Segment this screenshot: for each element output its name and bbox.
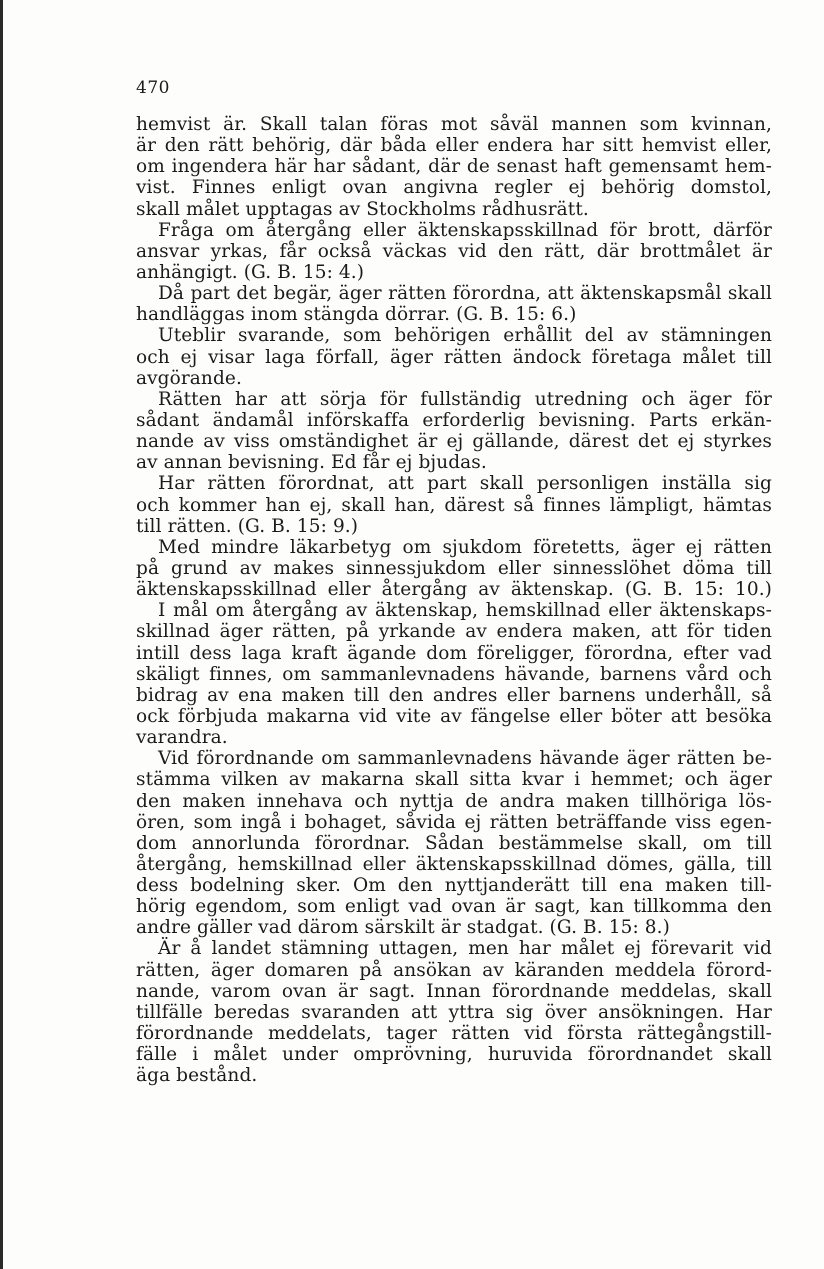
text-line: I mål om återgång av äktenskap, hemskillnad eller äktenskaps-	[158, 600, 772, 622]
text-line: skillnad äger rätten, på yrkande av endera maken, att för tiden	[136, 621, 772, 643]
text-line: nande, varom ovan är sagt. Innan förordnande meddelas, skall	[136, 980, 772, 1002]
text-line: tillfälle beredas svaranden att yttra sig över ansökningen. Har	[136, 1001, 772, 1023]
text-line: stämma vilken av makarna skall sitta kvar i hemmet; och äger	[136, 769, 772, 791]
text-line: Fråga om återgång eller äktenskapsskillnad för brott, därför	[158, 219, 772, 241]
text-line: av annan bevisning. Ed får ej bjudas.	[136, 452, 487, 474]
text-line: skall målet upptagas av Stockholms rådhusrätt.	[136, 198, 589, 220]
text-line: skäligt finnes, om sammanlevnadens hävande, barnens vård och	[136, 663, 772, 685]
text-line: ansvar yrkas, får också väckas vid den rätt, där brottmålet är	[136, 240, 772, 262]
text-line: dom annorlunda förordnar. Sådan bestämmelse skall, om till	[136, 832, 772, 854]
text-line: sådant ändamål införskaffa erforderlig bevisning. Parts erkän-	[136, 409, 772, 431]
text-line: och kommer han ej, skall han, därest så finnes lämpligt, hämtas	[136, 494, 772, 516]
text-line: andre gäller vad därom särskilt är stadgat. (G. B. 15: 8.)	[136, 917, 670, 939]
text-line: bidrag av ena maken till den andres eller barnens underhåll, så	[136, 684, 772, 706]
text-line: äktenskapsskillnad eller återgång av äktenskap. (G. B. 15: 10.)	[136, 579, 772, 601]
text-line: Är å landet stämning uttagen, men har målet ej förevarit vid	[158, 938, 772, 960]
text-line: Uteblir svarande, som behörigen erhållit del av stämningen	[158, 325, 772, 347]
body-text	[136, 114, 772, 1086]
text-line: ören, som ingå i bohaget, såvida ej rätten beträffande viss egen-	[136, 811, 772, 833]
text-line: Vid förordnande om sammanlevnadens hävande äger rätten be-	[158, 748, 772, 770]
text-line: och ej visar laga förfall, äger rätten ändock företaga målet till	[136, 346, 772, 368]
text-line: hörig egendom, som enligt vad ovan är sagt, kan tillkomma den	[136, 896, 772, 918]
page-number: 470	[136, 78, 170, 98]
text-line: vist. Finnes enligt ovan angivna regler ej behörig domstol,	[136, 177, 772, 199]
text-line: är den rätt behörig, där båda eller endera har sitt hemvist eller,	[136, 135, 772, 157]
text-line: om ingendera här har sådant, där de senast haft gemensamt hem-	[136, 156, 772, 178]
text-line: Då part det begär, äger rätten förordna, att äktenskapsmål skall	[158, 283, 772, 305]
text-line: på grund av makes sinnessjukdom eller sinnesslöhet döma till	[136, 557, 772, 579]
text-line: varandra.	[136, 727, 228, 749]
text-line: den maken innehava och nyttja de andra maken tillhöriga lös-	[136, 790, 772, 812]
scan-edge	[0, 0, 3, 1269]
text-line: hemvist är. Skall talan föras mot såväl mannen som kvinnan,	[136, 114, 772, 135]
text-line: Rätten har att sörja för fullständig utredning och äger för	[158, 388, 772, 410]
text-line: intill dess laga kraft ägande dom föreligger, förordna, efter vad	[136, 642, 772, 664]
text-line: fälle i målet under omprövning, huruvida förordnandet skall	[136, 1044, 772, 1066]
text-line: anhängigt. (G. B. 15: 4.)	[136, 261, 365, 283]
text-line: rätten, äger domaren på ansökan av käranden meddela förord-	[136, 959, 772, 981]
text-line: äga bestånd.	[136, 1065, 258, 1087]
text-line: handläggas inom stängda dörrar. (G. B. 15: 6.)	[136, 304, 577, 326]
text-line: avgörande.	[136, 367, 242, 389]
text-line: återgång, hemskillnad eller äktenskapsskillnad dömes, gälla, till	[136, 853, 772, 875]
text-line: ock förbjuda makarna vid vite av fängelse eller böter att besöka	[136, 705, 772, 727]
text-line: nande av viss omständighet är ej gällande, därest det ej styrkes	[136, 431, 772, 453]
text-line: till rätten. (G. B. 15: 9.)	[136, 515, 359, 537]
text-line: förordnande meddelats, tager rätten vid första rättegångstill-	[136, 1023, 772, 1045]
text-line: Har rätten förordnat, att part skall personligen inställa sig	[158, 473, 772, 495]
text-line: Med mindre läkarbetyg om sjukdom företetts, äger ej rätten	[158, 536, 772, 558]
text-line: dess bodelning sker. Om den nyttjanderätt till ena maken till-	[136, 875, 772, 897]
